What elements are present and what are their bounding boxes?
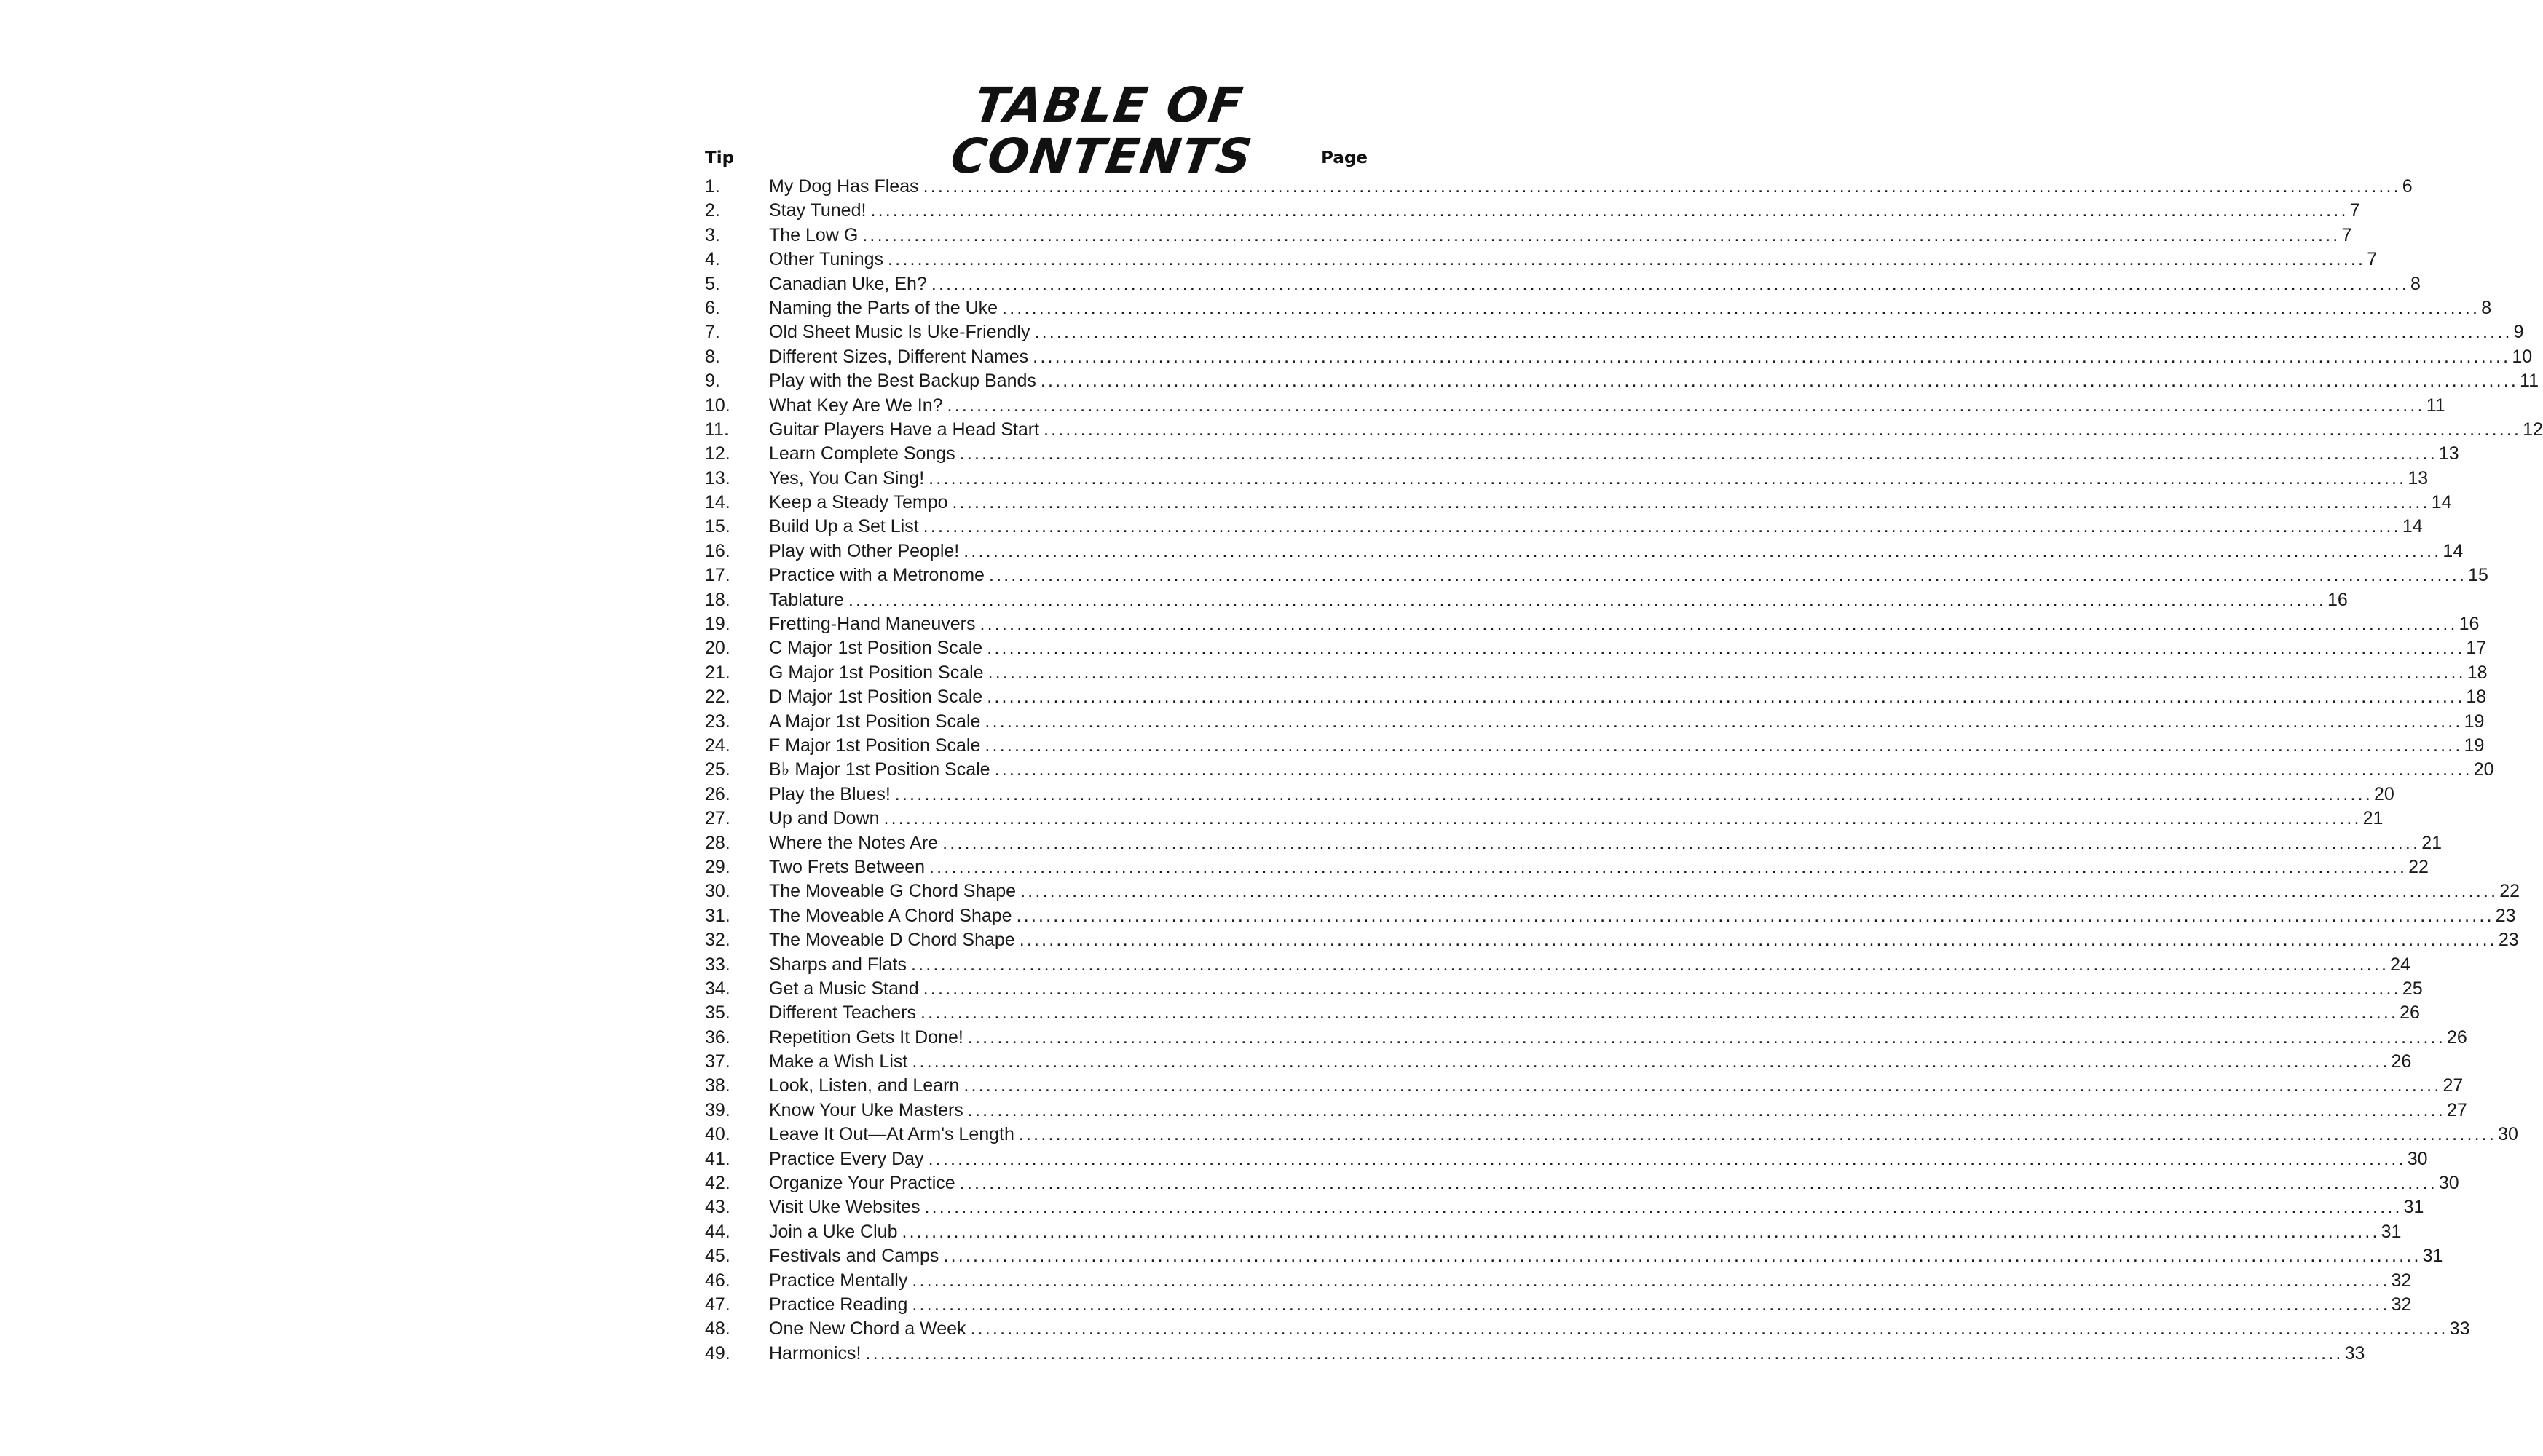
toc-entry [705, 345, 2533, 369]
tip-number: 33. [705, 954, 730, 975]
toc-entry [705, 807, 2384, 831]
tip-number: 21. [705, 662, 730, 683]
tip-title: Festivals and Camps [769, 1246, 939, 1267]
page-number: 22 [2499, 881, 2520, 902]
tip-column-header: Tip [705, 149, 735, 167]
tip-number: 12. [705, 443, 730, 464]
tip-title: Learn Complete Songs [769, 443, 955, 464]
page-number: 26 [2391, 1051, 2412, 1072]
dot-leader: ........................................................................................................................................................................................................ [902, 1221, 2380, 1242]
toc-entry [705, 199, 2360, 223]
toc-entry [705, 1099, 2467, 1123]
tip-title: Up and Down [769, 808, 880, 829]
toc-entry [705, 1342, 2365, 1366]
dot-leader: ........................................................................................................................................................................................................ [987, 638, 2465, 659]
tip-title: B♭ Major 1st Position Scale [769, 759, 990, 780]
dot-leader: ........................................................................................................................................................................................................ [1020, 881, 2499, 902]
dot-leader: ........................................................................................................................................................................................................ [967, 1099, 2445, 1120]
page-number: 12 [2523, 419, 2543, 440]
dot-leader: ........................................................................................................................................................................................................ [985, 735, 2463, 756]
tip-number: 38. [705, 1075, 730, 1096]
page-number: 8 [2410, 273, 2421, 294]
toc-entry [705, 272, 2421, 296]
tip-number: 44. [705, 1221, 730, 1242]
page-number: 14 [2402, 516, 2423, 537]
dot-leader: ........................................................................................................................................................................................................ [979, 614, 2458, 635]
page-number: 20 [2473, 759, 2494, 780]
tip-title: Different Sizes, Different Names [769, 346, 1029, 367]
page-number: 6 [2402, 176, 2413, 197]
tip-number: 42. [705, 1173, 730, 1194]
toc-entry [705, 1074, 2464, 1098]
toc-entry [705, 563, 2488, 587]
tip-number: 46. [705, 1270, 730, 1291]
dot-leader: ........................................................................................................................................................................................................ [870, 200, 2349, 221]
toc-entry [705, 685, 2487, 709]
toc-entry [705, 904, 2516, 928]
toc-entry [705, 418, 2543, 442]
tip-title: A Major 1st Position Scale [769, 711, 981, 732]
tip-title: Sharps and Flats [769, 954, 907, 975]
page-column-header: Page [1321, 149, 1368, 167]
toc-entry [705, 1001, 2420, 1025]
dot-leader: ........................................................................................................................................................................................................ [923, 176, 2401, 197]
tip-title: Guitar Players Have a Head Start [769, 419, 1039, 440]
tip-number: 37. [705, 1051, 730, 1072]
tip-title: Leave It Out—At Arm's Length [769, 1124, 1014, 1145]
page-number: 18 [2466, 687, 2487, 708]
toc-entry [705, 1293, 2412, 1317]
dot-leader: ........................................................................................................................................................................................................ [959, 1173, 2437, 1194]
page-title: TABLE OF CONTENTS [947, 77, 1257, 184]
tip-number: 27. [705, 808, 730, 829]
tip-title: D Major 1st Position Scale [769, 687, 983, 708]
tip-title: The Moveable A Chord Shape [769, 905, 1012, 926]
tip-number: 4. [705, 249, 720, 270]
page-number: 30 [2407, 1148, 2428, 1169]
page-number: 22 [2408, 856, 2429, 877]
dot-leader: ........................................................................................................................................................................................................ [952, 492, 2430, 513]
tip-number: 1. [705, 176, 720, 197]
dot-leader: ........................................................................................................................................................................................................ [912, 1051, 2390, 1072]
tip-number: 11. [705, 419, 729, 440]
toc-entry [705, 491, 2452, 515]
page-number: 17 [2466, 638, 2487, 659]
toc-entry [705, 977, 2423, 1001]
tip-title: Different Teachers [769, 1002, 916, 1024]
page-number: 32 [2391, 1270, 2412, 1291]
toc-entry [705, 296, 2492, 320]
tip-number: 10. [705, 395, 730, 416]
tip-number: 14. [705, 492, 730, 513]
dot-leader: ........................................................................................................................................................................................................ [888, 249, 2366, 270]
tip-title: Visit Uke Websites [769, 1197, 920, 1218]
tip-number: 15. [705, 516, 730, 537]
tip-title: G Major 1st Position Scale [769, 662, 984, 683]
dot-leader: ........................................................................................................................................................................................................ [912, 1270, 2390, 1291]
toc-entry [705, 783, 2394, 807]
page-number: 27 [2443, 1075, 2464, 1096]
dot-leader: ........................................................................................................................................................................................................ [970, 1318, 2448, 1340]
tip-title: Know Your Uke Masters [769, 1099, 963, 1120]
tip-number: 20. [705, 638, 730, 659]
toc-entry [705, 661, 2488, 685]
tip-title: Play with Other People! [769, 540, 960, 561]
dot-leader: ........................................................................................................................................................................................................ [947, 395, 2425, 416]
page-number: 30 [2438, 1173, 2459, 1194]
page-number: 23 [2498, 930, 2519, 951]
toc-entry [705, 855, 2429, 879]
dot-leader: ........................................................................................................................................................................................................ [931, 273, 2409, 294]
toc-entry [705, 1195, 2424, 1219]
dot-leader: ........................................................................................................................................................................................................ [1018, 1124, 2497, 1145]
page-number: 15 [2468, 565, 2488, 586]
tip-number: 19. [705, 614, 730, 635]
page-number: 7 [2367, 249, 2378, 270]
page-number: 31 [2381, 1221, 2402, 1242]
page-number: 11 [2520, 371, 2539, 392]
tip-title: C Major 1st Position Scale [769, 638, 983, 659]
tip-number: 28. [705, 832, 730, 853]
page-number: 20 [2373, 783, 2394, 804]
dot-leader: ........................................................................................................................................................................................................ [987, 662, 2466, 683]
page-number: 7 [2349, 200, 2360, 221]
toc-entry [705, 175, 2413, 199]
dot-leader: ........................................................................................................................................................................................................ [1034, 322, 2512, 343]
page-number: 33 [2344, 1342, 2365, 1364]
tip-number: 30. [705, 881, 730, 902]
dot-leader: ........................................................................................................................................................................................................ [987, 687, 2465, 708]
toc-entry [705, 758, 2494, 782]
tip-number: 7. [705, 322, 720, 343]
tip-number: 25. [705, 759, 730, 780]
tip-title: Play with the Best Backup Bands [769, 371, 1036, 392]
toc-entry [705, 879, 2520, 903]
page-number: 31 [2403, 1197, 2424, 1218]
dot-leader: ........................................................................................................................................................................................................ [911, 954, 2389, 975]
tip-title: Naming the Parts of the Uke [769, 297, 998, 318]
dot-leader: ........................................................................................................................................................................................................ [912, 1294, 2390, 1315]
dot-leader: ........................................................................................................................................................................................................ [928, 1148, 2406, 1169]
toc-entry [705, 1050, 2412, 1074]
toc-list [705, 175, 2543, 1366]
toc-entry [705, 394, 2445, 418]
dot-leader: ........................................................................................................................................................................................................ [1016, 905, 2494, 926]
tip-number: 5. [705, 273, 720, 294]
page-number: 16 [2327, 589, 2348, 610]
page-number: 24 [2390, 954, 2410, 975]
tip-number: 22. [705, 687, 730, 708]
toc-entry [705, 467, 2429, 491]
tip-number: 32. [705, 930, 730, 951]
page-number: 25 [2402, 978, 2423, 999]
page-number: 21 [2362, 808, 2384, 829]
page-number: 19 [2464, 711, 2485, 732]
tip-title: My Dog Has Fleas [769, 176, 919, 197]
tip-number: 26. [705, 783, 730, 804]
dot-leader: ........................................................................................................................................................................................................ [1044, 419, 2522, 440]
page-number: 19 [2464, 735, 2485, 756]
toc-entry [705, 1244, 2443, 1268]
tip-title: Get a Music Stand [769, 978, 919, 999]
dot-leader: ........................................................................................................................................................................................................ [1040, 371, 2519, 392]
toc-entry [705, 953, 2410, 977]
tip-title: Practice Mentally [769, 1270, 908, 1291]
page-number: 14 [2443, 540, 2464, 561]
tip-number: 35. [705, 1002, 730, 1024]
tip-title: Yes, You Can Sing! [769, 467, 925, 488]
tip-number: 49. [705, 1342, 730, 1364]
dot-leader: ........................................................................................................................................................................................................ [862, 224, 2341, 245]
page-number: 16 [2459, 614, 2480, 635]
page-number: 23 [2495, 905, 2516, 926]
dot-leader: ........................................................................................................................................................................................................ [865, 1342, 2343, 1364]
dot-leader: ........................................................................................................................................................................................................ [963, 1075, 2442, 1096]
dot-leader: ........................................................................................................................................................................................................ [943, 1246, 2421, 1267]
toc-entry [705, 928, 2519, 952]
tip-number: 9. [705, 371, 720, 392]
dot-leader: ........................................................................................................................................................................................................ [920, 1002, 2399, 1024]
dot-leader: ........................................................................................................................................................................................................ [963, 540, 2442, 561]
dot-leader: ........................................................................................................................................................................................................ [959, 443, 2437, 464]
tip-title: Play the Blues! [769, 783, 891, 804]
tip-title: Fretting-Hand Maneuvers [769, 614, 976, 635]
page-number: 18 [2467, 662, 2488, 683]
tip-title: Join a Uke Club [769, 1221, 898, 1242]
toc-entry [705, 539, 2464, 563]
tip-number: 34. [705, 978, 730, 999]
dot-leader: ........................................................................................................................................................................................................ [988, 565, 2467, 586]
dot-leader: ........................................................................................................................................................................................................ [1002, 297, 2480, 318]
page-number: 33 [2449, 1318, 2470, 1340]
tip-number: 17. [705, 565, 730, 586]
tip-title: Practice with a Metronome [769, 565, 985, 586]
tip-title: One New Chord a Week [769, 1318, 966, 1340]
dot-leader: ........................................................................................................................................................................................................ [929, 856, 2408, 877]
page-number: 26 [2400, 1002, 2420, 1024]
page-number: 14 [2431, 492, 2452, 513]
dot-leader: ........................................................................................................................................................................................................ [923, 978, 2401, 999]
dot-leader: ........................................................................................................................................................................................................ [1033, 346, 2511, 367]
page-number: 8 [2481, 297, 2492, 318]
toc-entry [705, 1147, 2428, 1171]
tip-title: Look, Listen, and Learn [769, 1075, 960, 1096]
toc-entry [705, 831, 2443, 855]
tip-number: 24. [705, 735, 730, 756]
dot-leader: ........................................................................................................................................................................................................ [883, 808, 2362, 829]
tip-title: Canadian Uke, Eh? [769, 273, 927, 294]
dot-leader: ........................................................................................................................................................................................................ [923, 516, 2401, 537]
toc-entry [705, 1123, 2518, 1147]
page-number: 32 [2391, 1294, 2412, 1315]
tip-title: Organize Your Practice [769, 1173, 955, 1194]
tip-number: 2. [705, 200, 720, 221]
dot-leader: ........................................................................................................................................................................................................ [942, 832, 2421, 853]
page-number: 13 [2408, 467, 2429, 488]
dot-leader: ........................................................................................................................................................................................................ [985, 711, 2463, 732]
tip-title: The Moveable D Chord Shape [769, 930, 1015, 951]
toc-entry [705, 369, 2539, 393]
dot-leader: ........................................................................................................................................................................................................ [924, 1197, 2402, 1218]
dot-leader: ........................................................................................................................................................................................................ [994, 759, 2472, 780]
page-number: 13 [2438, 443, 2459, 464]
tip-title: Practice Reading [769, 1294, 908, 1315]
dot-leader: ........................................................................................................................................................................................................ [1019, 930, 2497, 951]
tip-number: 43. [705, 1197, 730, 1218]
tip-title: F Major 1st Position Scale [769, 735, 981, 756]
dot-leader: ........................................................................................................................................................................................................ [848, 589, 2327, 610]
tip-number: 40. [705, 1124, 730, 1145]
tip-number: 47. [705, 1294, 730, 1315]
tip-number: 39. [705, 1099, 730, 1120]
toc-entry [705, 636, 2487, 660]
tip-number: 36. [705, 1026, 730, 1048]
tip-number: 41. [705, 1148, 730, 1169]
tip-title: Keep a Steady Tempo [769, 492, 948, 513]
page-number: 30 [2498, 1124, 2518, 1145]
page-number: 11 [2426, 395, 2445, 416]
toc-entry [705, 1171, 2459, 1195]
tip-title: Harmonics! [769, 1342, 862, 1364]
page-number: 27 [2446, 1099, 2467, 1120]
tip-number: 18. [705, 589, 730, 610]
tip-number: 29. [705, 856, 730, 877]
toc-entry [705, 223, 2352, 248]
tip-title: Practice Every Day [769, 1148, 924, 1169]
tip-title: Stay Tuned! [769, 200, 867, 221]
toc-entry [705, 442, 2459, 466]
toc-entry [705, 734, 2485, 758]
tip-title: Other Tunings [769, 249, 884, 270]
tip-title: What Key Are We In? [769, 395, 943, 416]
tip-title: Old Sheet Music Is Uke-Friendly [769, 322, 1030, 343]
tip-number: 45. [705, 1246, 730, 1267]
dot-leader: ........................................................................................................................................................................................................ [967, 1026, 2445, 1048]
page-number: 31 [2422, 1246, 2443, 1267]
tip-number: 16. [705, 540, 730, 561]
tip-number: 48. [705, 1318, 730, 1340]
page-number: 7 [2341, 224, 2352, 245]
toc-entry [705, 588, 2348, 612]
tip-title: The Low G [769, 224, 859, 245]
page-number: 21 [2421, 832, 2443, 853]
tip-number: 3. [705, 224, 720, 245]
tip-number: 23. [705, 711, 730, 732]
toc-entry [705, 515, 2423, 539]
dot-leader: ........................................................................................................................................................................................................ [894, 783, 2373, 804]
toc-entry [705, 612, 2480, 636]
toc-entry [705, 248, 2378, 272]
tip-title: Repetition Gets It Done! [769, 1026, 963, 1048]
tip-title: The Moveable G Chord Shape [769, 881, 1017, 902]
tip-title: Make a Wish List [769, 1051, 908, 1072]
toc-entry [705, 1026, 2467, 1050]
toc-entry [705, 1269, 2412, 1293]
page-number: 26 [2446, 1026, 2467, 1048]
toc-entry [705, 1220, 2402, 1244]
tip-number: 6. [705, 297, 720, 318]
page-number: 9 [2513, 322, 2524, 343]
page-number: 10 [2512, 346, 2533, 367]
tip-number: 8. [705, 346, 720, 367]
dot-leader: ........................................................................................................................................................................................................ [929, 467, 2407, 488]
tip-title: Where the Notes Are [769, 832, 939, 853]
toc-entry [705, 320, 2524, 344]
tip-title: Tablature [769, 589, 844, 610]
toc-entry [705, 710, 2485, 734]
toc-entry [705, 1317, 2470, 1341]
tip-number: 31. [705, 905, 730, 926]
tip-title: Build Up a Set List [769, 516, 919, 537]
tip-number: 13. [705, 467, 730, 488]
tip-title: Two Frets Between [769, 856, 925, 877]
